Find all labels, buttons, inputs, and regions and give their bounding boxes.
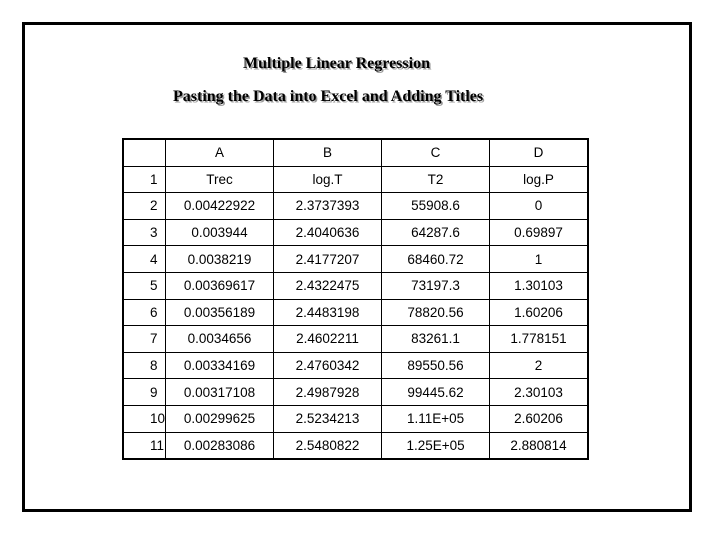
table-cell[interactable]: 2.60206 [490,405,589,432]
table-cell[interactable]: 83261.1 [382,326,490,353]
table-cell[interactable]: 2.4322475 [274,272,382,299]
table-cell[interactable]: 99445.62 [382,379,490,406]
row-number[interactable]: 7 [123,326,166,353]
slide-frame [22,22,692,512]
table-row [123,405,588,432]
slide-title: Multiple Linear Regression [243,55,430,72]
column-header-c[interactable]: C [382,139,490,166]
spreadsheet-table [122,138,589,460]
table-cell[interactable]: 89550.56 [382,352,490,379]
table-cell[interactable]: 0.0034656 [166,326,274,353]
row-number[interactable]: 11 [123,432,166,459]
column-header-row [123,139,588,166]
row-number[interactable]: 5 [123,272,166,299]
table-cell[interactable]: 2.4602211 [274,326,382,353]
row-number[interactable]: 4 [123,246,166,273]
row-number[interactable]: 2 [123,193,166,220]
table-cell[interactable]: 1 [490,246,589,273]
column-header-a[interactable]: A [166,139,274,166]
table-cell[interactable]: 2.4177207 [274,246,382,273]
table-cell[interactable]: 68460.72 [382,246,490,273]
table-cell[interactable]: 2.3737393 [274,193,382,220]
table-cell[interactable]: log.P [490,166,589,193]
table-cell[interactable]: 2.30103 [490,379,589,406]
corner-cell[interactable] [123,139,166,166]
table-cell[interactable]: T2 [382,166,490,193]
table-cell[interactable]: 0.00369617 [166,272,274,299]
table-cell[interactable]: 1.25E+05 [382,432,490,459]
table-cell[interactable]: 0.00317108 [166,379,274,406]
table-cell[interactable]: 0.0038219 [166,246,274,273]
table-row [123,166,588,193]
table-cell[interactable]: 0.00422922 [166,193,274,220]
table-cell[interactable]: 0.69897 [490,219,589,246]
row-number[interactable]: 1 [123,166,166,193]
table-row [123,246,588,273]
table-cell[interactable]: Trec [166,166,274,193]
row-number[interactable]: 6 [123,299,166,326]
table-cell[interactable]: 2.4760342 [274,352,382,379]
column-header-d[interactable]: D [490,139,589,166]
row-number[interactable]: 3 [123,219,166,246]
table-cell[interactable]: 78820.56 [382,299,490,326]
table-row [123,432,588,459]
table-cell[interactable]: 73197.3 [382,272,490,299]
table-cell[interactable]: 0.00299625 [166,405,274,432]
table-row [123,299,588,326]
table-cell[interactable]: 1.11E+05 [382,405,490,432]
table-cell[interactable]: 2.4987928 [274,379,382,406]
table-row [123,219,588,246]
table-row [123,352,588,379]
table-cell[interactable]: 2.880814 [490,432,589,459]
table-cell[interactable]: 2.5480822 [274,432,382,459]
table-cell[interactable]: 0.00283086 [166,432,274,459]
table-cell[interactable]: 0.00356189 [166,299,274,326]
table-row [123,379,588,406]
row-number[interactable]: 10 [123,405,166,432]
table-row [123,272,588,299]
table-cell[interactable]: 1.30103 [490,272,589,299]
row-number[interactable]: 8 [123,352,166,379]
column-header-b[interactable]: B [274,139,382,166]
row-number[interactable]: 9 [123,379,166,406]
table-cell[interactable]: 1.60206 [490,299,589,326]
table-cell[interactable]: 0.00334169 [166,352,274,379]
table-cell[interactable]: 55908.6 [382,193,490,220]
table-cell[interactable]: 64287.6 [382,219,490,246]
table-cell[interactable]: 2.4040636 [274,219,382,246]
table-cell[interactable]: 0.003944 [166,219,274,246]
table-cell[interactable]: 2.4483198 [274,299,382,326]
slide-subtitle: Pasting the Data into Excel and Adding Titles [173,88,484,105]
table-cell[interactable]: 2 [490,352,589,379]
table-row [123,326,588,353]
table-cell[interactable]: 1.778151 [490,326,589,353]
table-cell[interactable]: 2.5234213 [274,405,382,432]
table-cell[interactable]: log.T [274,166,382,193]
table-row [123,193,588,220]
table-cell[interactable]: 0 [490,193,589,220]
